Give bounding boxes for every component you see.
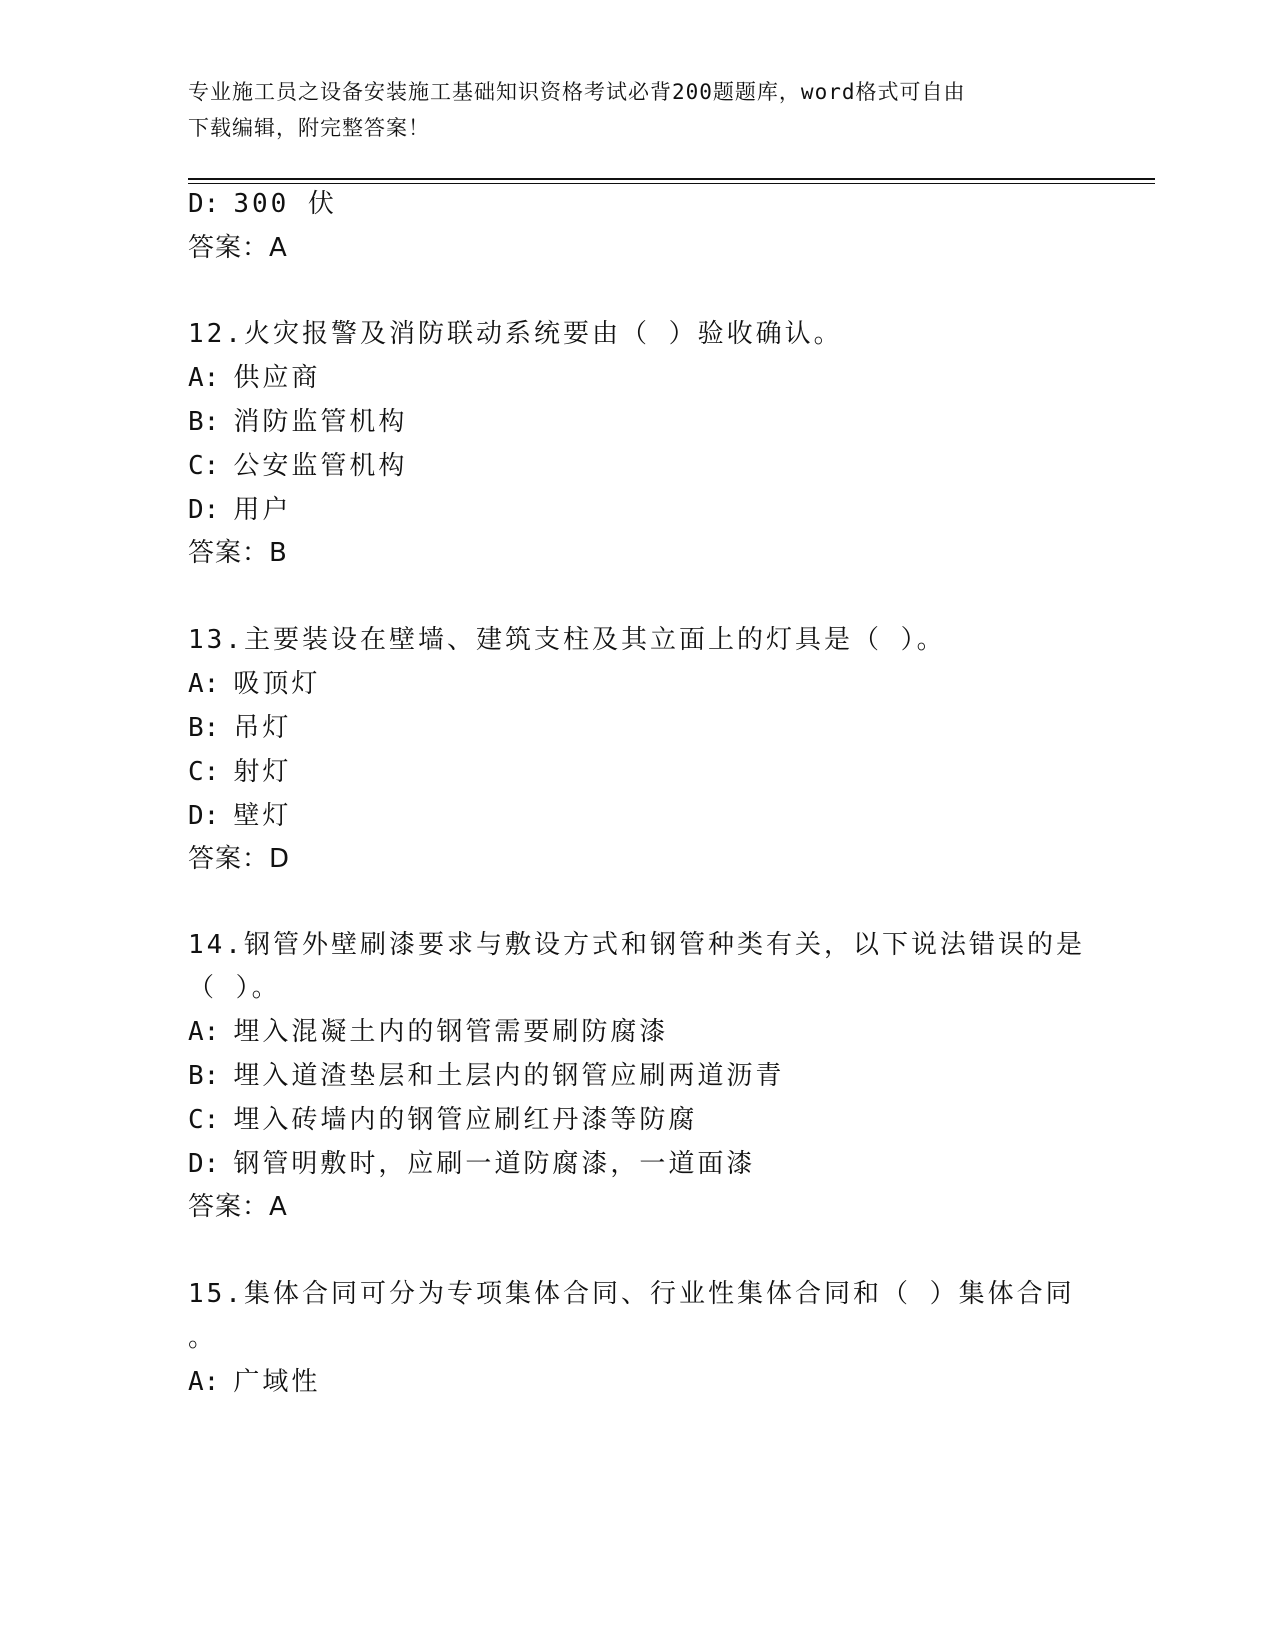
q14-stem-line-2: （ ）。 xyxy=(188,973,281,1003)
option-text: 埋入混凝土内的钢管需要刷防腐漆 xyxy=(233,1017,669,1047)
q14-option-d xyxy=(188,1148,755,1180)
q14-option-c xyxy=(188,1104,697,1136)
prev-option-d xyxy=(188,188,337,220)
q13-option-b xyxy=(188,712,291,744)
option-label: D: xyxy=(188,1149,220,1179)
option-text: 供应商 xyxy=(233,363,321,393)
option-text: 射灯 xyxy=(233,757,292,787)
q12-option-a xyxy=(188,362,320,394)
option-label: C: xyxy=(188,757,220,787)
q14-stem-line-1: 14.钢管外壁刷漆要求与敷设方式和钢管种类有关，以下说法错误的是 xyxy=(188,930,1085,960)
header-line-1: 专业施工员之设备安装施工基础知识资格考试必背200题题库，word格式可自由 xyxy=(188,80,966,104)
q13-answer: 答案：D xyxy=(188,844,291,874)
option-text: 消防监管机构 xyxy=(233,407,408,437)
q15-stem-line-2: 。 xyxy=(188,1323,218,1353)
q15-stem-line-1: 15.集体合同可分为专项集体合同、行业性集体合同和（ ）集体合同 xyxy=(188,1279,1075,1309)
option-label: B: xyxy=(188,407,220,437)
option-label: A: xyxy=(188,1017,220,1047)
option-label: A: xyxy=(188,669,220,699)
q13-option-c xyxy=(188,756,291,788)
option-text: 埋入砖墙内的钢管应刷红丹漆等防腐 xyxy=(233,1105,698,1135)
option-label: D: xyxy=(188,189,220,219)
q12-stem: 12.火灾报警及消防联动系统要由（ ）验收确认。 xyxy=(188,319,843,349)
header-divider-thin xyxy=(188,183,1155,184)
q12-option-d xyxy=(188,494,291,526)
option-label: C: xyxy=(188,1105,220,1135)
option-label: B: xyxy=(188,713,220,743)
option-text: 吊灯 xyxy=(233,713,292,743)
option-label: D: xyxy=(188,495,220,525)
header-line-2: 下载编辑，附完整答案！ xyxy=(188,116,430,140)
q14-answer: 答案：A xyxy=(188,1192,288,1222)
document-header xyxy=(188,74,1068,146)
q13-stem: 13.主要装设在壁墙、建筑支柱及其立面上的灯具是（ ）。 xyxy=(188,625,946,655)
option-text: 壁灯 xyxy=(233,801,292,831)
option-text: 公安监管机构 xyxy=(233,451,408,481)
header-divider-thick xyxy=(188,178,1155,180)
q13-option-a xyxy=(188,668,320,700)
option-text: 广域性 xyxy=(233,1367,321,1397)
q12-option-c xyxy=(188,450,407,482)
q13-option-d xyxy=(188,800,291,832)
option-label: C: xyxy=(188,451,220,481)
option-text: 埋入道渣垫层和土层内的钢管应刷两道沥青 xyxy=(233,1061,785,1091)
option-text: 吸顶灯 xyxy=(233,669,321,699)
option-text: 用户 xyxy=(233,495,292,525)
option-text: 300 伏 xyxy=(233,189,337,219)
option-text: 钢管明敷时，应刷一道防腐漆，一道面漆 xyxy=(233,1149,756,1179)
q12-answer: 答案：B xyxy=(188,538,288,568)
q14-option-a xyxy=(188,1016,668,1048)
option-label: D: xyxy=(188,801,220,831)
q14-option-b xyxy=(188,1060,784,1092)
option-label: B: xyxy=(188,1061,220,1091)
option-label: A: xyxy=(188,363,220,393)
prev-answer: 答案：A xyxy=(188,233,288,263)
q15-option-a xyxy=(188,1366,320,1398)
option-label: A: xyxy=(188,1367,220,1397)
q12-option-b xyxy=(188,406,407,438)
